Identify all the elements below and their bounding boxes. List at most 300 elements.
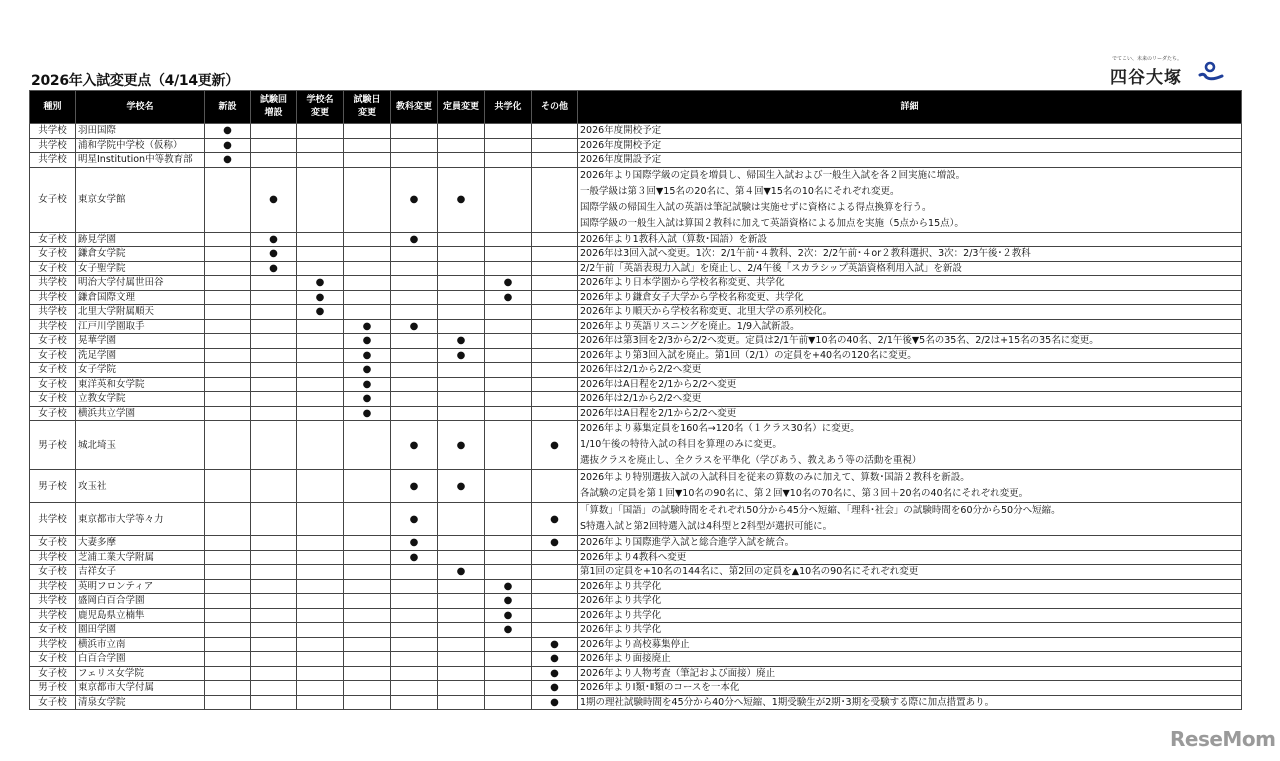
check-mark-icon: ● xyxy=(456,335,466,347)
school-type-cell: 共学校 xyxy=(30,124,76,139)
details-line: 2026年はA日程を2/1から2/2へ変更 xyxy=(580,378,737,390)
coed-cell xyxy=(485,377,532,392)
capacity-change-cell xyxy=(438,290,485,305)
table-row xyxy=(30,470,1242,503)
table-row xyxy=(30,232,1242,247)
exam-date-change-cell xyxy=(344,334,391,349)
school-name-cell: 東京都市大学付属 xyxy=(76,681,205,696)
exam-round-added-cell xyxy=(251,681,297,696)
other-cell xyxy=(532,579,578,594)
other-cell xyxy=(532,153,578,168)
check-mark-icon: ● xyxy=(550,439,559,451)
school-name-cell: 浦和学院中学校（仮称） xyxy=(76,138,205,153)
coed-cell xyxy=(485,470,532,503)
school-type-cell: 共学校 xyxy=(30,276,76,291)
table-row xyxy=(30,623,1242,638)
school-type-cell: 女子校 xyxy=(30,334,76,349)
coed-cell xyxy=(485,348,532,363)
details-cell xyxy=(578,695,1242,710)
exam-date-change-cell xyxy=(344,261,391,276)
capacity-change-cell xyxy=(438,138,485,153)
school-type-cell: 共学校 xyxy=(30,138,76,153)
capacity-change-cell xyxy=(438,261,485,276)
subject-change-cell xyxy=(391,348,438,363)
school-name-change-cell xyxy=(297,232,344,247)
details-cell xyxy=(578,348,1242,363)
new-cell xyxy=(205,319,251,334)
table-row xyxy=(30,594,1242,609)
capacity-change-cell xyxy=(438,470,485,503)
subject-change-cell xyxy=(391,503,438,536)
other-cell xyxy=(532,666,578,681)
yotsuya-otsuka-logo xyxy=(1110,55,1230,87)
subject-change-cell xyxy=(391,550,438,565)
check-mark-icon: ● xyxy=(315,291,325,303)
table-row xyxy=(30,363,1242,378)
school-name-cell: 英明フロンティア xyxy=(76,579,205,594)
school-name-cell: 吉祥女子 xyxy=(76,565,205,580)
subject-change-cell xyxy=(391,536,438,551)
exam-round-added-cell xyxy=(251,623,297,638)
details-line: 2026年より共学化 xyxy=(580,595,662,607)
school-name-change-cell xyxy=(297,594,344,609)
school-name-cell: 東京都市大学等々力 xyxy=(76,503,205,536)
check-mark-icon: ● xyxy=(456,439,466,451)
other-cell xyxy=(532,550,578,565)
details-line: 国際学級の帰国生入試の英語は筆記試験は実施せずに資格による得点換算を行う。 xyxy=(580,201,932,213)
details-cell xyxy=(578,138,1242,153)
table-row xyxy=(30,608,1242,623)
table-row xyxy=(30,503,1242,536)
table-row xyxy=(30,153,1242,168)
school-name-change-cell xyxy=(297,124,344,139)
exam-round-added-cell xyxy=(251,348,297,363)
subject-change-cell xyxy=(391,421,438,470)
subject-change-cell xyxy=(391,392,438,407)
exam-round-added-cell xyxy=(251,124,297,139)
other-cell xyxy=(532,565,578,580)
school-type-cell: 共学校 xyxy=(30,305,76,320)
exam-round-added-cell xyxy=(251,637,297,652)
coed-cell xyxy=(485,334,532,349)
capacity-change-cell xyxy=(438,334,485,349)
details-line: 国際学級の一般生入試は算国２教科に加えて英語資格による加点を実施（5点から15点）。 xyxy=(580,217,964,229)
check-mark-icon: ● xyxy=(409,439,419,451)
details-line: 一般学級は第３回▼15名の20名に、第４回▼15名の10名にそれぞれ変更。 xyxy=(580,185,900,197)
exam-date-change-cell xyxy=(344,695,391,710)
check-mark-icon: ● xyxy=(503,277,513,289)
exam-round-added-cell xyxy=(251,290,297,305)
check-mark-icon: ● xyxy=(456,194,466,205)
subject-change-cell xyxy=(391,579,438,594)
school-name-cell: 女子学院 xyxy=(76,363,205,378)
table-row xyxy=(30,247,1242,262)
exam-round-added-cell xyxy=(251,565,297,580)
other-cell xyxy=(532,138,578,153)
details-line: 1期の理社試験時間を45分から40分へ短縮、1期受験生が2期･3期を受験する際に加点措置あり。 xyxy=(580,696,995,708)
school-type-cell: 共学校 xyxy=(30,608,76,623)
check-mark-icon: ● xyxy=(362,364,372,376)
exam-round-added-cell xyxy=(251,695,297,710)
school-name-cell: 大妻多摩 xyxy=(76,536,205,551)
details-cell xyxy=(578,421,1242,470)
exam-round-added-cell xyxy=(251,319,297,334)
table-row xyxy=(30,565,1242,580)
exam-round-added-cell xyxy=(251,550,297,565)
other-cell xyxy=(532,348,578,363)
coed-cell xyxy=(485,290,532,305)
details-line: 2026年より共学化 xyxy=(580,624,662,636)
details-cell xyxy=(578,124,1242,139)
capacity-change-cell xyxy=(438,579,485,594)
other-cell xyxy=(532,377,578,392)
capacity-change-cell xyxy=(438,363,485,378)
school-type-cell: 女子校 xyxy=(30,247,76,262)
new-cell xyxy=(205,565,251,580)
exam-round-added-cell xyxy=(251,503,297,536)
capacity-change-cell xyxy=(438,608,485,623)
check-mark-icon: ● xyxy=(550,638,559,650)
check-mark-icon: ● xyxy=(550,682,559,694)
coed-cell xyxy=(485,138,532,153)
school-type-cell: 女子校 xyxy=(30,392,76,407)
school-name-change-cell xyxy=(297,305,344,320)
other-cell xyxy=(532,232,578,247)
school-type-cell: 女子校 xyxy=(30,666,76,681)
school-type-cell: 共学校 xyxy=(30,579,76,594)
school-name-change-cell xyxy=(297,153,344,168)
school-type-cell: 共学校 xyxy=(30,550,76,565)
other-cell xyxy=(532,594,578,609)
coed-cell xyxy=(485,666,532,681)
table-row xyxy=(30,536,1242,551)
details-cell xyxy=(578,334,1242,349)
exam-date-change-cell xyxy=(344,623,391,638)
coed-cell xyxy=(485,167,532,232)
table-row xyxy=(30,124,1242,139)
school-name-cell: 横浜市立南 xyxy=(76,637,205,652)
details-line: 2026年より第3回入試を廃止。第1回（2/1）の定員を+40名の120名に変更。 xyxy=(580,349,917,361)
school-name-change-cell xyxy=(297,290,344,305)
exam-round-added-cell xyxy=(251,138,297,153)
table-row xyxy=(30,637,1242,652)
capacity-change-cell xyxy=(438,637,485,652)
coed-cell xyxy=(485,550,532,565)
subject-change-cell xyxy=(391,247,438,262)
check-mark-icon: ● xyxy=(269,262,278,274)
check-mark-icon: ● xyxy=(550,513,559,525)
exam-date-change-cell xyxy=(344,579,391,594)
exam-round-added-cell xyxy=(251,276,297,291)
details-line: 2026年より4教科へ変更 xyxy=(580,551,687,563)
check-mark-icon: ● xyxy=(550,667,559,679)
other-cell xyxy=(532,652,578,667)
coed-cell xyxy=(485,579,532,594)
check-mark-icon: ● xyxy=(362,320,372,332)
check-mark-icon: ● xyxy=(550,653,559,665)
school-name-cell: 攻玉社 xyxy=(76,470,205,503)
table-row xyxy=(30,319,1242,334)
school-name-cell: 明治大学付属世田谷 xyxy=(76,276,205,291)
school-name-change-cell xyxy=(297,536,344,551)
header-school: 学校名 xyxy=(76,91,205,124)
school-name-change-cell xyxy=(297,167,344,232)
coed-cell xyxy=(485,594,532,609)
subject-change-cell xyxy=(391,565,438,580)
table-row xyxy=(30,377,1242,392)
other-cell xyxy=(532,392,578,407)
new-cell xyxy=(205,536,251,551)
check-mark-icon: ● xyxy=(503,595,513,607)
capacity-change-cell xyxy=(438,421,485,470)
check-mark-icon: ● xyxy=(362,407,372,419)
school-name-cell: 北里大学附属順天 xyxy=(76,305,205,320)
subject-change-cell xyxy=(391,608,438,623)
exam-round-added-cell xyxy=(251,232,297,247)
school-type-cell: 女子校 xyxy=(30,232,76,247)
new-cell xyxy=(205,348,251,363)
details-line: 2026年より英語リスニングを廃止。1/9入試新設。 xyxy=(580,320,800,332)
school-name-change-cell xyxy=(297,681,344,696)
school-name-change-cell xyxy=(297,637,344,652)
school-type-cell: 女子校 xyxy=(30,695,76,710)
check-mark-icon: ● xyxy=(409,513,419,525)
check-mark-icon: ● xyxy=(409,320,419,332)
other-cell xyxy=(532,406,578,421)
exam-date-change-cell xyxy=(344,153,391,168)
school-name-change-cell xyxy=(297,652,344,667)
exam-round-added-cell xyxy=(251,406,297,421)
details-cell xyxy=(578,536,1242,551)
school-type-cell: 女子校 xyxy=(30,623,76,638)
details-line: 2026年より高校募集停止 xyxy=(580,638,690,650)
subject-change-cell xyxy=(391,232,438,247)
subject-change-cell xyxy=(391,319,438,334)
other-cell xyxy=(532,305,578,320)
exam-round-added-cell xyxy=(251,334,297,349)
school-name-change-cell xyxy=(297,276,344,291)
subject-change-cell xyxy=(391,334,438,349)
capacity-change-cell xyxy=(438,247,485,262)
new-cell xyxy=(205,276,251,291)
subject-change-cell xyxy=(391,124,438,139)
capacity-change-cell xyxy=(438,124,485,139)
school-name-change-cell xyxy=(297,421,344,470)
table-row xyxy=(30,305,1242,320)
other-cell xyxy=(532,276,578,291)
school-type-cell: 女子校 xyxy=(30,167,76,232)
exam-date-change-cell xyxy=(344,421,391,470)
school-name-cell: 鎌倉女学院 xyxy=(76,247,205,262)
details-cell xyxy=(578,579,1242,594)
details-line: 2026年より面接廃止 xyxy=(580,653,671,665)
exam-date-change-cell xyxy=(344,377,391,392)
new-cell xyxy=(205,305,251,320)
school-type-cell: 男子校 xyxy=(30,421,76,470)
check-mark-icon: ● xyxy=(550,537,559,549)
subject-change-cell xyxy=(391,363,438,378)
school-name-change-cell xyxy=(297,623,344,638)
school-name-cell: 立教女学院 xyxy=(76,392,205,407)
coed-cell xyxy=(485,637,532,652)
new-cell xyxy=(205,608,251,623)
subject-change-cell xyxy=(391,637,438,652)
table-row xyxy=(30,652,1242,667)
exam-date-change-cell xyxy=(344,594,391,609)
new-cell xyxy=(205,579,251,594)
school-type-cell: 女子校 xyxy=(30,565,76,580)
details-line: 2026年より日本学園から学校名称変更、共学化 xyxy=(580,277,785,289)
coed-cell xyxy=(485,608,532,623)
new-cell xyxy=(205,623,251,638)
details-line: 2026年より人物考査（筆記および面接）廃止 xyxy=(580,667,776,679)
details-cell xyxy=(578,153,1242,168)
capacity-change-cell xyxy=(438,695,485,710)
details-cell xyxy=(578,594,1242,609)
school-name-change-cell xyxy=(297,579,344,594)
table-row xyxy=(30,276,1242,291)
subject-change-cell xyxy=(391,406,438,421)
coed-cell xyxy=(485,681,532,696)
check-mark-icon: ● xyxy=(223,154,232,166)
details-cell xyxy=(578,503,1242,536)
new-cell xyxy=(205,261,251,276)
school-name-cell: 明星Institution中等教育部 xyxy=(76,153,205,168)
check-mark-icon: ● xyxy=(456,349,466,361)
new-cell xyxy=(205,153,251,168)
school-name-change-cell xyxy=(297,138,344,153)
capacity-change-cell xyxy=(438,594,485,609)
exam-date-change-cell xyxy=(344,290,391,305)
check-mark-icon: ● xyxy=(269,233,278,245)
yotsuya-mark-icon xyxy=(1198,61,1224,83)
check-mark-icon: ● xyxy=(456,480,466,492)
exam-date-change-cell xyxy=(344,637,391,652)
coed-cell xyxy=(485,247,532,262)
exam-round-added-cell xyxy=(251,652,297,667)
school-name-change-cell xyxy=(297,319,344,334)
check-mark-icon: ● xyxy=(362,378,372,390)
check-mark-icon: ● xyxy=(362,393,372,405)
coed-cell xyxy=(485,261,532,276)
details-cell xyxy=(578,623,1242,638)
other-cell xyxy=(532,470,578,503)
school-name-change-cell xyxy=(297,608,344,623)
header-coed: 共学化 xyxy=(485,91,532,124)
new-cell xyxy=(205,681,251,696)
coed-cell xyxy=(485,695,532,710)
exam-date-change-cell xyxy=(344,536,391,551)
subject-change-cell xyxy=(391,652,438,667)
exam-date-change-cell xyxy=(344,392,391,407)
new-cell xyxy=(205,406,251,421)
details-line: 2026年より1教科入試（算数･国語）を新設 xyxy=(580,233,767,245)
check-mark-icon: ● xyxy=(409,194,419,205)
exam-round-added-cell xyxy=(251,261,297,276)
new-cell xyxy=(205,138,251,153)
exam-date-change-cell xyxy=(344,406,391,421)
details-cell xyxy=(578,608,1242,623)
exam-round-added-cell xyxy=(251,470,297,503)
subject-change-cell xyxy=(391,290,438,305)
new-cell xyxy=(205,652,251,667)
school-name-change-cell xyxy=(297,666,344,681)
school-type-cell: 女子校 xyxy=(30,652,76,667)
exam-date-change-cell xyxy=(344,348,391,363)
school-name-change-cell xyxy=(297,470,344,503)
check-mark-icon: ● xyxy=(550,696,559,708)
exam-date-change-cell xyxy=(344,550,391,565)
exam-round-added-cell xyxy=(251,392,297,407)
exam-date-change-cell xyxy=(344,666,391,681)
details-cell xyxy=(578,406,1242,421)
subject-change-cell xyxy=(391,695,438,710)
exam-round-added-cell xyxy=(251,153,297,168)
details-cell xyxy=(578,681,1242,696)
exam-date-change-cell xyxy=(344,363,391,378)
check-mark-icon: ● xyxy=(223,125,232,137)
other-cell xyxy=(532,363,578,378)
table-row xyxy=(30,666,1242,681)
table-row xyxy=(30,334,1242,349)
coed-cell xyxy=(485,124,532,139)
new-cell xyxy=(205,232,251,247)
subject-change-cell xyxy=(391,623,438,638)
new-cell xyxy=(205,550,251,565)
details-line: 2026年より共学化 xyxy=(580,580,662,592)
other-cell xyxy=(532,421,578,470)
exam-round-added-cell xyxy=(251,579,297,594)
school-name-change-cell xyxy=(297,550,344,565)
details-cell xyxy=(578,565,1242,580)
details-cell xyxy=(578,276,1242,291)
table-row xyxy=(30,579,1242,594)
exam-date-change-cell xyxy=(344,305,391,320)
details-line: 2/2午前「英語表現力入試」を廃止し、2/4午後「スカラシップ英語資格利用入試」を新設 xyxy=(580,262,962,274)
header-new: 新設 xyxy=(205,91,251,124)
check-mark-icon: ● xyxy=(409,551,419,563)
details-cell xyxy=(578,290,1242,305)
coed-cell xyxy=(485,503,532,536)
subject-change-cell xyxy=(391,666,438,681)
other-cell xyxy=(532,319,578,334)
school-name-cell: 鹿児島県立楠隼 xyxy=(76,608,205,623)
new-cell xyxy=(205,247,251,262)
capacity-change-cell xyxy=(438,550,485,565)
school-name-cell: 横浜共立学園 xyxy=(76,406,205,421)
new-cell xyxy=(205,594,251,609)
logo-name: 四谷大塚 xyxy=(1110,68,1182,88)
exam-date-change-cell xyxy=(344,470,391,503)
details-cell xyxy=(578,232,1242,247)
capacity-change-cell xyxy=(438,406,485,421)
capacity-change-cell xyxy=(438,652,485,667)
school-name-cell: 盛岡白百合学園 xyxy=(76,594,205,609)
school-type-cell: 女子校 xyxy=(30,406,76,421)
school-name-change-cell xyxy=(297,247,344,262)
check-mark-icon: ● xyxy=(409,480,419,492)
exam-date-change-cell xyxy=(344,681,391,696)
details-cell xyxy=(578,392,1242,407)
other-cell xyxy=(532,290,578,305)
exam-date-change-cell xyxy=(344,319,391,334)
check-mark-icon: ● xyxy=(362,349,372,361)
school-name-change-cell xyxy=(297,334,344,349)
exam-changes-table xyxy=(29,90,1242,710)
exam-round-added-cell xyxy=(251,666,297,681)
table-row xyxy=(30,695,1242,710)
exam-round-added-cell xyxy=(251,377,297,392)
